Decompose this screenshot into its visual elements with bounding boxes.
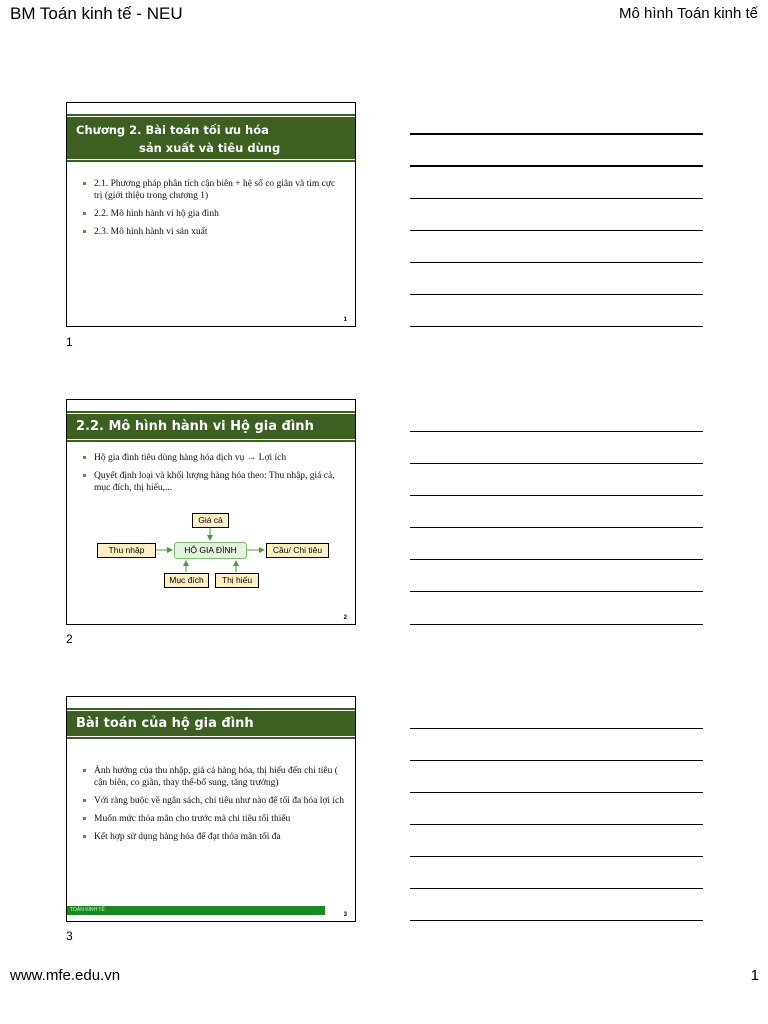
- footer-url: www.mfe.edu.vn: [10, 967, 121, 984]
- diagram-node-price: Giá cả: [192, 513, 229, 528]
- diagram-node-income: Thu nhập: [97, 543, 156, 558]
- slide-3-bullet: Ảnh hưởng của thu nhập, giá cả hàng hóa, thị hiếu đến chi tiêu ( cận biên, co giãn, thay thế-bổ sung, tăng trưởng): [81, 765, 345, 789]
- note-line: [410, 920, 703, 921]
- note-line: [410, 463, 703, 464]
- slide-1-bullet: 2.2. Mô hình hành vi hộ gia đình: [81, 208, 345, 220]
- slide-3-title: [67, 711, 355, 736]
- note-line: [410, 824, 703, 825]
- page-label-2: 2: [66, 632, 73, 646]
- slide-2-bullet: Hộ gia đình tiêu dùng hàng hóa dịch vụ → Lợi ích: [81, 452, 345, 464]
- diagram-node-demand: Cầu/ Chi tiêu: [266, 543, 329, 558]
- page-label-1: 1: [66, 335, 73, 349]
- note-line: [410, 230, 703, 231]
- header-right-text: Mô hình Toán kinh tế: [619, 5, 758, 22]
- note-line: [410, 198, 703, 199]
- slide-3-title-text: Bài toán của hộ gia đình: [76, 716, 254, 731]
- slide-1-number: 1: [343, 317, 347, 323]
- slide-3-bullet: Muốn mức thỏa mãn cho trước mà chi tiêu tối thiểu: [81, 813, 345, 825]
- slide-1-bullet: 2.1. Phương pháp phân tích cận biên + hệ số co giãn và tìm cực trị (giới thiệu trong chương 1): [81, 178, 345, 202]
- slide-3-footer-bar: [67, 906, 325, 915]
- slide-2-title-text: 2.2. Mô hình hành vi Hộ gia đình: [76, 419, 314, 434]
- note-line: [410, 495, 703, 496]
- note-line: [410, 294, 703, 295]
- slide-3: [66, 696, 356, 922]
- slide-3-bullet: Kết hợp sử dụng hàng hóa để đạt thỏa mãn tối đa: [81, 831, 345, 843]
- slide-1-bullet-list: [81, 178, 345, 244]
- slide-3-number: 3: [343, 912, 347, 918]
- slide-1-title-line2: sản xuất và tiêu dùng: [139, 141, 281, 155]
- note-line: [410, 888, 703, 889]
- note-line: [410, 760, 703, 761]
- slide-3-footer-tag: TOÁN KINH TẾ: [70, 907, 105, 913]
- note-line: [410, 792, 703, 793]
- slide-2: [66, 399, 356, 625]
- diagram-node-purpose: Mục đích: [164, 573, 209, 588]
- slide-1: [66, 102, 356, 327]
- note-line: [410, 856, 703, 857]
- note-line: [410, 326, 703, 327]
- diagram-node-household: HỘ GIA ĐÌNH: [174, 542, 247, 559]
- note-line: [410, 591, 703, 592]
- slide-3-bullet-list: [81, 765, 345, 849]
- note-line: [410, 527, 703, 528]
- note-line: [410, 431, 703, 432]
- header-left-text: BM Toán kinh tế - NEU: [10, 4, 183, 23]
- slide-2-number: 2: [343, 615, 347, 621]
- note-line: [410, 559, 703, 560]
- slide-1-title: [67, 117, 355, 159]
- slide-3-bullet: Với ràng buộc về ngân sách, chi tiêu như nào để tối đa hóa lợi ích: [81, 795, 345, 807]
- slide-2-bullet: Quyết định loại và khối lượng hàng hóa theo: Thu nhập, giá cả, mục đích, thị hiếu,...: [81, 470, 345, 494]
- slide-1-title-line1: Chương 2. Bài toán tối ưu hóa: [76, 123, 269, 137]
- note-line: [410, 728, 703, 729]
- note-line: [410, 133, 703, 135]
- footer-page-number: 1: [750, 967, 759, 984]
- page-label-3: 3: [66, 929, 73, 943]
- diagram-node-taste: Thị hiếu: [215, 573, 259, 588]
- slide-1-bullet: 2.3. Mô hình hành vi sản xuất: [81, 226, 345, 238]
- note-line: [410, 624, 703, 625]
- note-line: [410, 262, 703, 263]
- note-line: [410, 165, 703, 167]
